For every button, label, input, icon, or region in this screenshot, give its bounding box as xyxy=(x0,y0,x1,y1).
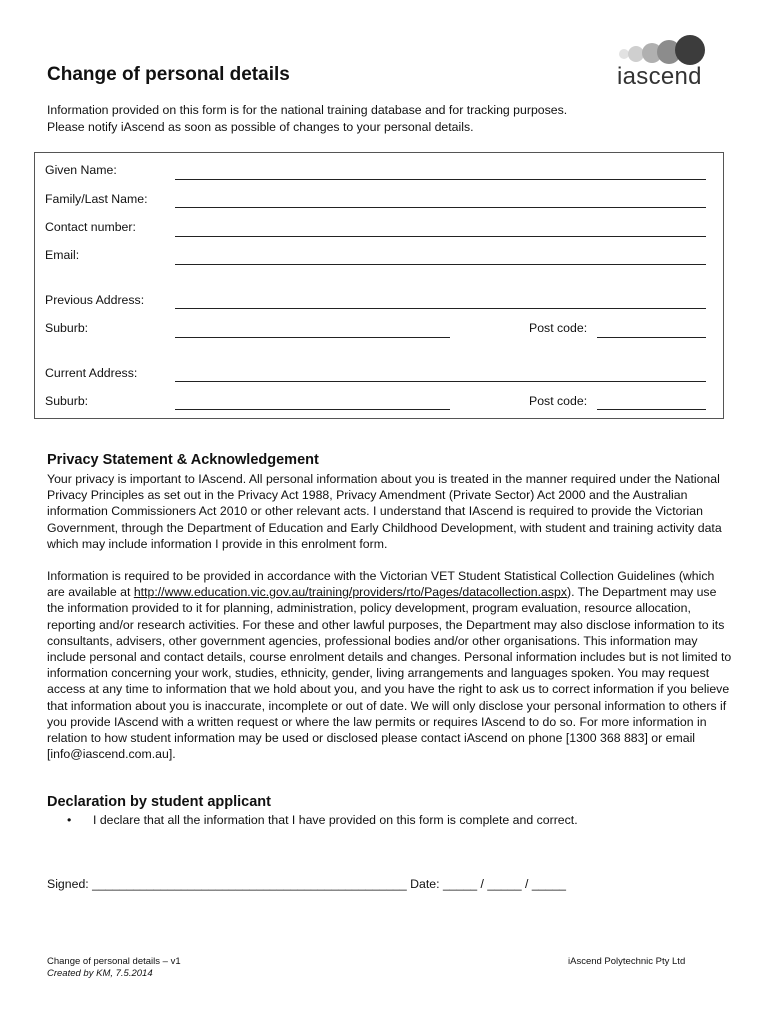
previous-address-label: Previous Address: xyxy=(45,293,145,307)
current-postcode-label: Post code: xyxy=(529,394,588,408)
email-label: Email: xyxy=(45,248,80,262)
footer-doc-name: Change of personal details – v1 xyxy=(47,956,181,967)
footer-created: Created by KM, 7.5.2014 xyxy=(47,968,153,979)
previous-postcode-label: Post code: xyxy=(529,321,588,335)
current-suburb-field[interactable] xyxy=(175,409,450,410)
family-name-label: Family/Last Name: xyxy=(45,192,148,206)
given-name-label: Given Name: xyxy=(45,163,117,177)
previous-address-field[interactable] xyxy=(175,308,706,309)
email-field[interactable] xyxy=(175,264,706,265)
current-address-field[interactable] xyxy=(175,381,706,382)
footer-left xyxy=(47,956,181,980)
privacy-text-2-end: ). The Department may use the information provided to it for planning, administration, policy development, program evaluation, resource allocation, reporting and/or research activities. For these and other lawful purposes, the Department may also disclose information to its consultants, advisers, other government agencies, professional bodies and/or other organisations. This information may include personal and contact details, course enrolment details and changes. Personal information includes but is not limited to information concerning your work, studies, ethnicity, gender, living arrangements and languages spoken. You may request access at any time to information that we hold about you, and you have the right to ask us to correct information if you believe that information about you is inaccurate, incomplete or out of date. We will only disclose your personal information to others if you provide IAscend with a written request or where the law permits or requires IAscend to do so. For more information in relation to how student information may be used or disclosed please contact iAscend on phone [1300 368 883] or email [info@iascend.com.au]. xyxy=(47,585,732,762)
iascend-logo xyxy=(612,32,722,94)
current-postcode-field[interactable] xyxy=(597,409,706,410)
intro-line-2: Please notify iAscend as soon as possible of changes to your personal details. xyxy=(47,120,474,134)
intro-text xyxy=(47,102,647,136)
intro-line-1: Information provided on this form is for the national training database and for tracking purposes. xyxy=(47,103,568,117)
privacy-paragraph-1 xyxy=(47,471,732,552)
declaration-heading: Declaration by student applicant xyxy=(47,794,271,810)
previous-postcode-field[interactable] xyxy=(597,337,706,338)
given-name-field[interactable] xyxy=(175,179,706,180)
declaration-statement: I declare that all the information that I have provided on this form is complete and correct. xyxy=(93,813,578,827)
contact-number-label: Contact number: xyxy=(45,220,136,234)
logo-wordmark: iascend xyxy=(617,63,702,90)
privacy-text-2 xyxy=(47,568,732,762)
footer-company: iAscend Polytechnic Pty Ltd xyxy=(568,956,686,967)
contact-number-field[interactable] xyxy=(175,236,706,237)
signature-date-line[interactable]: Signed: ______________________________________________ Date: _____ / _____ / _____ xyxy=(47,877,567,891)
privacy-text-1: Your privacy is important to IAscend. All personal information about you is treated in the manner required under the National Privacy Principles as set out in the Privacy Act 1988, Privacy Amendment (Private Sector) Act 2000 and the Australian information Commissioners Act 2010 or other relevant acts. I understand that IAscend is required to provide the Victorian Government, through the Department of Education and Early Childhood Development, with student and training activity data which may include information I provide in this enrolment form. xyxy=(47,472,722,551)
previous-suburb-label: Suburb: xyxy=(45,321,89,335)
privacy-paragraph-2 xyxy=(47,568,732,762)
page-title: Change of personal details xyxy=(47,64,290,85)
previous-suburb-field[interactable] xyxy=(175,337,450,338)
privacy-text-2-start: Information is required to be provided in accordance with the Victorian VET Student Statistical Collection Guidelines (which are available at xyxy=(47,569,715,600)
family-name-field[interactable] xyxy=(175,207,706,208)
current-address-label: Current Address: xyxy=(45,366,138,380)
bullet-icon: • xyxy=(67,813,72,827)
privacy-heading: Privacy Statement & Acknowledgement xyxy=(47,452,319,468)
current-suburb-label: Suburb: xyxy=(45,394,89,408)
data-collection-link[interactable]: http://www.education.vic.gov.au/training/providers/rto/Pages/datacollection.aspx xyxy=(133,585,567,600)
